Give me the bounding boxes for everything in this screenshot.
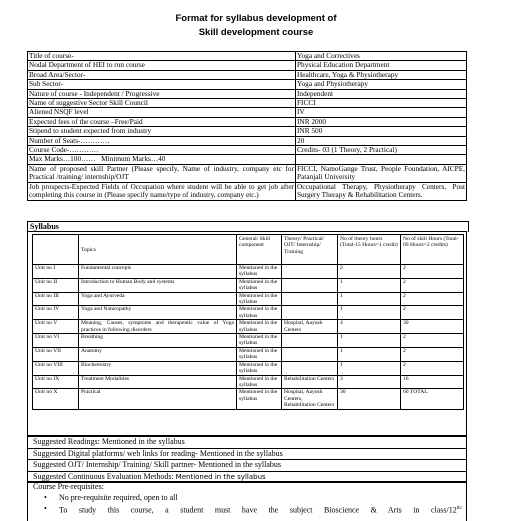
unit-cell: Unit no X bbox=[33, 389, 79, 409]
prerequisite-text: To study this course, a student must have the subject Bioscience & Arts in class/12 bbox=[59, 505, 457, 515]
topic-cell: Meaning, Causes, symptoms and therapeutic value of Yoga practices in following disorders bbox=[79, 320, 237, 334]
syllabus-header-row bbox=[33, 235, 464, 265]
topic-cell: Yoga and Naturopathy bbox=[79, 306, 237, 320]
topic-cell: Biochemistry bbox=[79, 361, 237, 375]
info-value: FICCI bbox=[296, 99, 467, 108]
general-cell: Mentioned in the syllabus bbox=[237, 320, 282, 334]
general-cell: Mentioned in the syllabus bbox=[237, 389, 282, 409]
skill-hours-cell: 2 bbox=[401, 292, 464, 306]
unit-cell: Unit no V bbox=[33, 320, 79, 334]
suggested-digital-platforms: Suggested Digital platforms/ web links for reading- Mentioned in the syllabus bbox=[28, 448, 467, 460]
table-row bbox=[33, 278, 464, 292]
topic-cell: Treatment Modalities bbox=[79, 375, 237, 389]
unit-cell: Unit no I bbox=[33, 265, 79, 279]
general-cell: Mentioned in the syllabus bbox=[237, 361, 282, 375]
info-row-job-prospects bbox=[28, 182, 467, 200]
table-row bbox=[33, 347, 464, 361]
skill-hours-cell: 60 TOTAL bbox=[401, 389, 464, 409]
skill-hours-cell: 30 bbox=[401, 320, 464, 334]
skill-hours-column-header: No of skill Hours (Total-60 Hours=2 credits) bbox=[401, 235, 464, 265]
bullet-icon: • bbox=[44, 493, 47, 502]
info-value: Yoga and Correctives bbox=[296, 52, 467, 61]
suggested-readings: Suggested Readings: Mentioned in the syllabus bbox=[28, 437, 467, 449]
topic-cell: Breathing bbox=[79, 334, 237, 348]
theory-cell bbox=[282, 347, 338, 361]
skill-hours-cell: 16 bbox=[401, 375, 464, 389]
general-cell: Mentioned in the syllabus bbox=[237, 306, 282, 320]
unit-cell: Unit no III bbox=[33, 292, 79, 306]
topics-column-header: Topics bbox=[79, 235, 237, 265]
topic-cell: Yoga and Ayurveda bbox=[79, 292, 237, 306]
theory-cell: Rehabilitation Centers bbox=[282, 375, 338, 389]
info-row-marks bbox=[28, 155, 467, 164]
bullet-icon: • bbox=[44, 504, 47, 513]
prerequisites-title: Course Pre-requisites: bbox=[33, 482, 104, 491]
table-row bbox=[33, 292, 464, 306]
topic-cell: Fundamental concepts bbox=[79, 265, 237, 279]
info-label: Course Code-………… bbox=[28, 146, 296, 155]
skill-hours-cell: 2 bbox=[401, 278, 464, 292]
info-value: Credits- 03 (1 Theory, 2 Practical) bbox=[296, 146, 467, 155]
theory-column-header: Theory/ Practical/ OJT/ Internship/ Training bbox=[282, 235, 338, 265]
info-value bbox=[296, 155, 467, 164]
general-cell: Mentioned in the syllabus bbox=[237, 334, 282, 348]
info-row-nodal-department bbox=[28, 61, 467, 70]
theory-hours-column-header: No of theory hours (Total-15 Hours=1 credit) bbox=[338, 235, 401, 265]
table-row bbox=[33, 265, 464, 279]
evaluation-value: Mentioned in the syllabus bbox=[175, 472, 266, 481]
info-row-skill-council bbox=[28, 99, 467, 108]
suggested-ojt: Suggested OJT/ Internship/ Training/ Skill partner- Mentioned in the syllabus bbox=[28, 460, 467, 472]
theory-hours-cell: 1 bbox=[338, 347, 401, 361]
evaluation-label: Suggested Continuous Evaluation Methods: bbox=[33, 471, 174, 481]
info-label: Name of suggestive Sector Skill Council bbox=[28, 99, 296, 108]
theory-cell: Hospital, Aayush Centers, Rehabilitation Centers bbox=[282, 389, 338, 409]
info-value: Occupational Therapy, Physiotherapy Centers, Post Surgery Therapy & Rehabilitation Centers. bbox=[297, 181, 465, 200]
general-cell: Mentioned in the syllabus bbox=[237, 375, 282, 389]
info-row-stipend bbox=[28, 127, 467, 136]
theory-cell bbox=[282, 334, 338, 348]
table-row bbox=[33, 375, 464, 389]
table-row bbox=[33, 361, 464, 375]
theory-cell bbox=[282, 306, 338, 320]
prerequisite-superscript: th/ bbox=[456, 506, 462, 511]
unit-column-header bbox=[33, 235, 79, 265]
theory-hours-cell: 3 bbox=[338, 375, 401, 389]
info-row-broad-area bbox=[28, 70, 467, 79]
skill-hours-cell: 2 bbox=[401, 265, 464, 279]
syllabus-section bbox=[27, 231, 467, 436]
info-label: Name of proposed skill Partner (Please specify, Name of industry, company etc for Practical /training/ internship/OJT bbox=[29, 163, 294, 182]
skill-hours-cell: 2 bbox=[401, 347, 464, 361]
topic-cell: Practical bbox=[79, 389, 237, 409]
info-label: Job prospects-Expected Fields of Occupation where student will be able to get job after completing this course in (Please specify name/type of industry, company etc.) bbox=[29, 181, 294, 200]
info-row-nsqf-level bbox=[28, 108, 467, 117]
theory-hours-cell: 1 bbox=[338, 334, 401, 348]
unit-cell: Unit no VIII bbox=[33, 361, 79, 375]
theory-hours-cell: 2 bbox=[338, 265, 401, 279]
prerequisites-section bbox=[27, 481, 467, 521]
syllabus-heading: Syllabus bbox=[27, 221, 469, 232]
theory-hours-cell: 4 bbox=[338, 320, 401, 334]
info-label: Broad Area/Sector- bbox=[28, 70, 296, 79]
theory-hours-cell: 1 bbox=[338, 292, 401, 306]
unit-cell: Unit no II bbox=[33, 278, 79, 292]
info-row-skill-partner bbox=[28, 164, 467, 182]
suggestions-table bbox=[27, 436, 467, 483]
info-label: Expected fees of the course –Free/Paid bbox=[28, 117, 296, 126]
theory-hours-cell: 1 bbox=[338, 306, 401, 320]
skill-hours-cell: 2 bbox=[401, 334, 464, 348]
info-value: IV bbox=[296, 108, 467, 117]
syllabus-table bbox=[32, 234, 464, 410]
theory-cell bbox=[282, 265, 338, 279]
theory-cell bbox=[282, 361, 338, 375]
general-cell: Mentioned in the syllabus bbox=[237, 265, 282, 279]
theory-hours-cell: 1 bbox=[338, 278, 401, 292]
info-value: Physical Education Department bbox=[296, 61, 467, 70]
prerequisite-text: No pre-requisite required, open to all bbox=[59, 493, 178, 502]
theory-hours-cell: 1 bbox=[338, 361, 401, 375]
info-label: Nodal Department of HEI to run course bbox=[28, 61, 296, 70]
skill-hours-cell: 2 bbox=[401, 361, 464, 375]
info-value: Healthcare, Yoga & Physiotherapy bbox=[296, 70, 467, 79]
info-label: Stipend to student expected from industry bbox=[28, 127, 296, 136]
info-value: Independent bbox=[296, 89, 467, 98]
course-info-table bbox=[27, 51, 467, 201]
general-column-header: General/ Skill component bbox=[237, 235, 282, 265]
theory-cell bbox=[282, 292, 338, 306]
unit-cell: Unit no VII bbox=[33, 347, 79, 361]
table-row bbox=[33, 320, 464, 334]
info-label: Nature of course - Independent / Progressive bbox=[28, 89, 296, 98]
table-row bbox=[33, 389, 464, 409]
general-cell: Mentioned in the syllabus bbox=[237, 292, 282, 306]
info-value: FICCI, NamoGange Trust, People Foundation, AICPE, Patanjali University bbox=[297, 163, 465, 182]
prerequisite-item bbox=[28, 492, 466, 503]
info-label: Sub Sector- bbox=[28, 80, 296, 89]
unit-cell: Unit no IV bbox=[33, 306, 79, 320]
info-label: Aliened NSQF level bbox=[28, 108, 296, 117]
prerequisite-item bbox=[28, 503, 466, 516]
table-row bbox=[33, 334, 464, 348]
info-value: INR 2000 bbox=[296, 117, 467, 126]
info-label: Title of course- bbox=[28, 52, 296, 61]
skill-hours-cell: 2 bbox=[401, 306, 464, 320]
theory-hours-cell: 30 bbox=[338, 389, 401, 409]
info-row-sub-sector bbox=[28, 80, 467, 89]
info-label: Number of Seats-………… bbox=[28, 136, 296, 145]
theory-cell: Hospital, Aayush Centers bbox=[282, 320, 338, 334]
general-cell: Mentioned in the syllabus bbox=[237, 347, 282, 361]
info-value: Yoga and Physiotherapy bbox=[296, 80, 467, 89]
document-title-line1: Format for syllabus development of bbox=[175, 13, 337, 24]
theory-cell bbox=[282, 278, 338, 292]
topic-cell: Introduction to Human Body and systems bbox=[79, 278, 237, 292]
info-value: INR 500 bbox=[296, 127, 467, 136]
unit-cell: Unit no VI bbox=[33, 334, 79, 348]
table-row bbox=[33, 306, 464, 320]
general-cell: Mentioned in the syllabus bbox=[237, 278, 282, 292]
unit-cell: Unit no IX bbox=[33, 375, 79, 389]
info-value: 20 bbox=[296, 136, 467, 145]
info-label: Max Marks…100…… Minimum Marks…40 bbox=[28, 155, 296, 164]
document-title-line2: Skill development course bbox=[198, 27, 314, 38]
topic-cell: Anatomy bbox=[79, 347, 237, 361]
